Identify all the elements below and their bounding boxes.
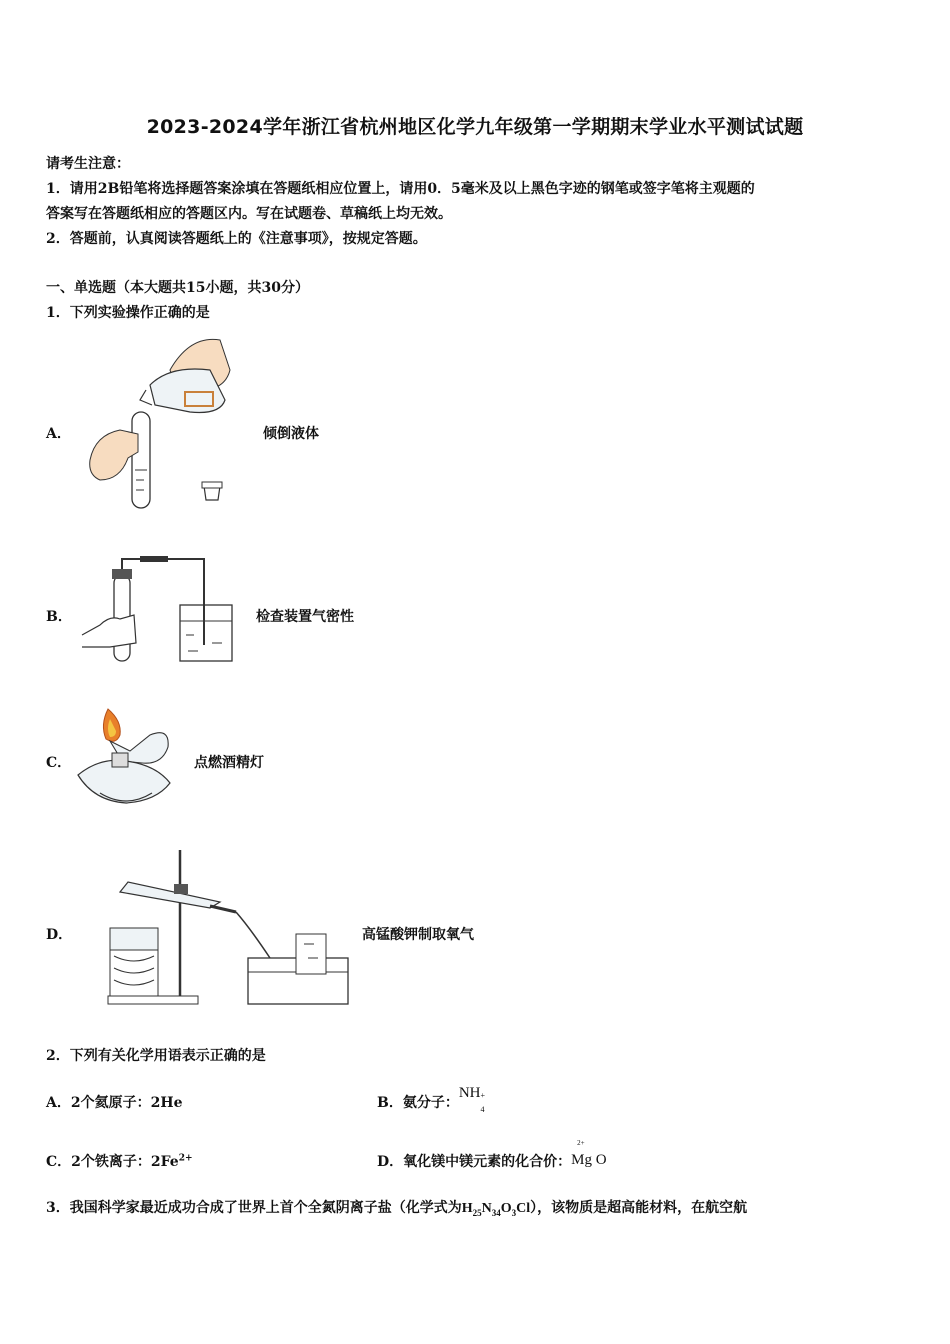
q2-option-d-label: D．氧化镁中镁元素的化合价： [377,1154,572,1170]
q1-option-a-caption: 倾倒液体 [263,426,319,442]
q3-formula-o-sub: 3 [511,1207,517,1218]
section-heading: 一、单选题（本大题共15小题，共30分） [46,280,309,296]
q2-option-b-sub: 4 [480,1105,485,1114]
q3-formula-h: H [461,1201,473,1216]
q3-formula-n: N [481,1201,492,1216]
q2-option-b-label: B．氨分子： [377,1095,459,1111]
q2-option-d-valence: 2+ [577,1139,585,1147]
question-2-stem: 2．下列有关化学用语表示正确的是 [46,1048,266,1064]
q3-formula-o: O [500,1201,512,1216]
q2-option-b-formula: NH [458,1085,481,1101]
notice-item-1-line-1: 1．请用2B铅笔将选择题答案涂填在答题纸相应位置上，请用0．5毫米及以上黑色字迹的钢笔或签字笔将主观题的 [46,181,755,197]
pouring-liquid-figure [80,330,240,512]
q1-option-c-caption: 点燃酒精灯 [194,755,264,771]
q1-option-d-letter: D． [46,927,73,943]
q3-text-prefix: 3．我国科学家最近成功合成了世界上首个全氮阴离子盐（化学式为 [46,1200,462,1216]
q2-option-b [377,1085,487,1114]
q1-option-a-letter: A． [46,426,71,442]
notice-item-1-line-2: 答案写在答题纸相应的答题区内。写在试题卷、草稿纸上均无效。 [46,206,452,222]
q2-option-b-sup: + [480,1091,486,1100]
q1-option-b-caption: 检查装置气密性 [256,609,354,625]
q2-option-c-label: C．2个铁离子：2Fe [46,1154,179,1170]
q2-option-d-o: O [595,1152,607,1168]
question-3-stem [46,1197,747,1218]
q3-formula-h-sub: 25 [472,1207,482,1218]
oxygen-prep-apparatus-figure [100,848,360,1008]
q3-text-suffix: ），该物质是超高能材料，在航空航 [530,1200,748,1216]
exam-title: 2023-2024学年浙江省杭州地区化学九年级第一学期期末学业水平测试试题 [146,116,804,138]
q2-option-c [46,1151,193,1171]
airtightness-figure [80,555,240,665]
q2-option-d-mg: Mg [571,1152,592,1168]
notice-heading: 请考生注意： [46,156,130,172]
q2-option-d [377,1139,607,1171]
q3-formula-n-sub: 34 [491,1207,501,1218]
q1-option-c-letter: C． [46,755,72,771]
notice-item-2: 2．答题前，认真阅读答题纸上的《注意事项》，按规定答题。 [46,231,427,247]
q1-option-b-letter: B． [46,609,72,625]
q1-option-d-caption: 高锰酸钾制取氧气 [362,927,474,943]
q3-formula-cl: Cl [516,1201,531,1216]
q2-option-a: A．2个氦原子：2He [46,1095,183,1111]
q2-option-c-sup: 2+ [178,1153,193,1164]
question-1-stem: 1．下列实验操作正确的是 [46,305,210,321]
alcohol-lamp-figure [70,705,180,811]
